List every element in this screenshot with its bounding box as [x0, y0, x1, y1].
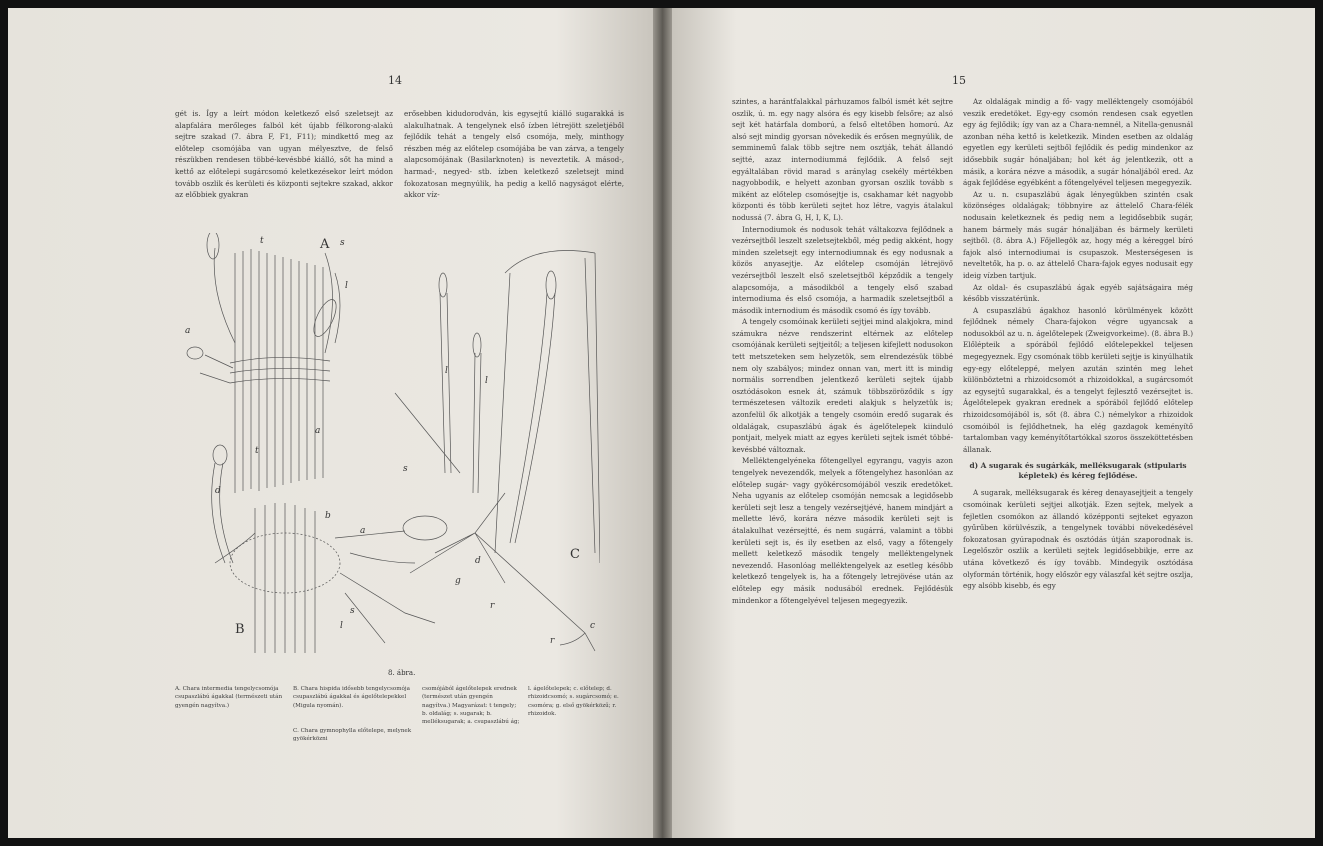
text-column-2	[963, 96, 1193, 592]
text-column-2	[404, 108, 624, 201]
svg-text:b: b	[325, 511, 331, 521]
book-gutter	[653, 8, 672, 838]
legend-part: l. ágelőtelepek; c. előtelep; d. rhizoidcsomó; s. sugárcsomó; e. csomóra; g. első gyökérközű; r. rhizoidok.	[528, 686, 619, 717]
paragraph: A sugarak, melléksugarak és kéreg denayasejtjeit a tengely csomóinak kerületi sejtjei alkotják. Ezen sejtek, melyek a fejletlen csomókon az állandó középponti sejteket egyazon gyűrűben körülvészik, a tengelynek további növekedésével fokozatosan gyúrapodnak és osztódás útján szaporodnak is. Legelőször oszlik a kerületi sejtek legidősebbikje, erre az utána következő és így tovább. Mindegyik osztódása olyformán történik, hogy először egy válaszfal két sejtre oszlja, egy alsóbb kisebb, és egy	[963, 488, 1193, 591]
legend-part: A. Chara intermedia tengelycsomója csupaszlábú ágakkal (természeti után gyengén nagyítva.)	[175, 686, 283, 709]
legend-part: csomójából ágelőtelepek erednek (természet után gyengén nagyítva.) Magyarázat: t tengely; b. oldalág; s. sugarak; b. melléksugarak; a. csupaszlábú ág;	[422, 686, 520, 726]
svg-text:s: s	[403, 464, 408, 474]
svg-text:a: a	[185, 326, 191, 336]
svg-text:t: t	[260, 236, 264, 246]
page-number: 15	[952, 74, 966, 87]
text-column-1	[175, 108, 393, 201]
paragraph: Az oldalágak mindig a fő- vagy melléktengely csomójából veszik eredetöket. Egy-egy csomón rendesen csak egyetlen egy ág fejlődik; így van az a Chara-nemnél, a Nitella-genusnál azonban néha kettő is keletkezik. Minden esetben az oldalág egyetlen egy kerületi sejtből fejlődik és pedig mindenkor az idősebbik sugár hónaljában; hol két ág jelentkezik, ott a másik, a korára nézve a második, a sugár hónaljából ered. Az ágak fejlődése egyébként a főtengelyével teljesen megegyezik.	[963, 97, 1193, 188]
left-page	[8, 8, 653, 838]
svg-text:d: d	[475, 556, 481, 566]
svg-text:a: a	[360, 526, 366, 536]
svg-text:l: l	[485, 376, 488, 386]
paragraph: A tengely csomóinak kerületi sejtjei mind alakjokra, mind számukra nézve rendszerint eltérnek az előtelep csomójának kerületi sejtjeitől; a teljesen kifejlett nodusokon tett metszeteken sem helyzetök, sem elrendezésük többé nem oly szabályos; mindez onnan van, mert itt is mindig normális sorrendben jelentkező kerületi sejtek újabb osztódásokon esnek át, számuk többszöröződik s így természetesen változik eredeti alakjuk s helyzetük is; azonfelül ők alkotják a tengely csomóin eredő sugarak és oldalágak, csupaszlábú ágak és ágelőtelepek kiinduló pontjait, melyek miatt az egyes kerületi sejtek ismét többé-kevésbbé változnak.	[732, 317, 953, 454]
paragraph: Melléktengelyéneka főtengellyel egyrangu, vagyis azon tengelyek nevezendők, melyek a főtengelyhez hasonlóan az előtelep sugár- vagy gyökércsomójából veszik eredetöket. Neha ugyanis az előtelep csomóján nemcsak a legidősebb kerületi sejt lesz a tengely vezérsejtjévé, hanem mindjárt a mellette lévő, korára nézve második kerületi sejt is átalakulhat vezérsejtté, és nem sugárrá, valamint a többi kerületi sejt is, és ily esetben az első, vagy a főtengely mellett keletkező második tengely melléktengelynek nevezendő. Hasonlóag melléktengelyek az esetleg később keletkező tengelyek is, ha a főtengely letrejövése után az előtelep egy másik nodusából erednek. Fejlődésük mindenkor a főtengelyével teljesen megegyezik.	[732, 456, 953, 605]
svg-text:l: l	[445, 366, 448, 376]
text-column-1	[732, 96, 953, 606]
svg-text:r: r	[550, 636, 555, 646]
paragraph: gét is. Így a leírt módon keletkező első szeletsejt az alapfalára merőleges falból két újabb félkorong-alakú sejtre szakad (7. ábra F, F1, F11); mindkettő meg az előtelep csomójába van ugyan mélyesztve, de felső részükben rendesen többé-kevésbbé kiálló, sőt ha mind a kettő az előtelepi sugárcsomó keletkezésekor leírt módon tovább oszlik és kerületi és központi sejtekre szakad, akkor az előbbiek gyakran	[175, 109, 393, 200]
svg-text:s: s	[340, 238, 345, 248]
svg-text:s: s	[350, 606, 355, 616]
svg-text:c: c	[590, 621, 596, 631]
svg-text:d: d	[215, 486, 221, 496]
figure-caption: 8. ábra.	[388, 669, 416, 677]
paragraph: Internodiumok és nodusok tehát váltakozva fejlődnek a vezérsejtből leszelt szeletsejtekből, még pedig akként, hogy minden szeletsejt egy internodiumnak és egy nodusnak a közös anyasejtje. Az előtelep csomóján létrejövő vezérsejtből leszelt első szeletsejtből képződik a tengely alapcsomója, a másodikból a tengely első szabad internodiuma és első csomója, a harmadik szeletsejtből a második internodium és második csomó és így tovább.	[732, 224, 953, 315]
svg-text:A: A	[320, 237, 330, 252]
legend-part: C. Chara gymnophylla előtelepe, melynek gyökérközni	[293, 728, 412, 743]
section-heading: d) A sugarak és sugárkák, melléksugarak (stipularis képletek) és kéreg fejlődése.	[969, 461, 1187, 481]
paragraph: A csupaszlábú ágakhoz hasonló körülmények között fejlődnek némely Chara-fajokon végre ugyancsak a nodusokból az u. n. ágelőtelepek (Zweigvorkeime). (8. ábra B.) Előlépteik a spórából fejlődő előtelepekkel teljesen megegyeznek. Egy csomónak több kerületi sejtje is kinyúlhatik egy-egy előteleppé, melyen azután szintén meg lehet különböztetni a rhizoidcsomót a rhizoidokkal, a sugárcsomót az egysejtű sugarakkal, és a tengelyt fejlesztő vezérsejtet is. Ágelőtelepek gyakran erednek a spórából fejlődő előtelep rhizoidcsomójából is, sőt (8. ábra C.) némelykor a rhizoidok csomóiból is fejlődhetnek, ha elég gazdagok keményítő tartalomban vagy keményítőtartókkal szoros összeköttetésben állanak.	[963, 305, 1193, 454]
paragraph: Az u. n. csupaszlábú ágak lényegükben szintén csak közönséges oldalágak; többnyire az áttelelő Chara-félék nodusain keletkeznek és pedig nem a legidősebbik sugár, hanem bármely más sugár hónaljában és bármely kerületi sejtből. (8. ábra A.) Főjellegök az, hogy még a kéreggel bíró fajok alsó internodiumai is csupaszok. Mesterségesen is neveltetők, ha p. o. az áttelelő Chara-fajok egyes nodusait egy ideig vízben tartjuk.	[963, 189, 1193, 280]
paragraph: szintes, a harántfalakkal párhuzamos falból ismét két sejtre oszlik, ú. m. egy nagy alsóra és egy kisebb felsőre; az alsó sejt két határfala domború, a felső eltetőben homorú. Az alsó sejt mindig gyorsan növekedik és erősen megnyúlik, de semminemű falak több sejtre nem osztják, tehát állandó sejtté, azaz internodiummá fejlődik. A felső sejt egyáltalában rövid marad s aránylag csekély mértékben nagyobbodik, e helyett azonban gyorsan oszlik tovább s miként az előtelep csomósejtje is, csakhamar két nagyobb központi és több kerületi sejtet hoz létre, vagyis átalakul nodussá (7. ábra G, H, I, K, L).	[732, 97, 953, 222]
legend-part: B. Chara hispida idősebb tengelycsomója csupaszlábú ágakkal és ágelőtelepekkel (Migula nyomán).	[293, 686, 410, 709]
svg-text:t: t	[255, 446, 259, 456]
paragraph: erősebben kidudorodván, kis egysejtű kiálló sugarakká is alakulhatnak. A tengelynek első ízben létrejött szeletjéből fejlődik tehát a tengely első csomója, mely, minthogy részben még az előtelep csomójába be van zárva, a tengely alapcsomójának (Basilarknoten) is neveztetik. A másod-, harmad-, negyed- stb. ízben keletkező szeletsejt mind fokozatosan megnyúlik, ha pedig a kellő nagyságot elérte, akkor víz-	[404, 109, 624, 200]
svg-text:C: C	[570, 547, 580, 562]
svg-text:l: l	[345, 281, 348, 291]
page-number: 14	[388, 74, 402, 87]
svg-text:l: l	[340, 621, 343, 631]
right-page	[672, 8, 1315, 838]
svg-text:g: g	[455, 576, 461, 586]
paragraph: Az oldal- és csupaszlábú ágak egyéb sajátságaira még később visszatérünk.	[963, 282, 1193, 304]
svg-text:B: B	[235, 622, 245, 637]
svg-text:r: r	[490, 601, 495, 611]
botanical-figure	[175, 233, 600, 663]
svg-text:a: a	[315, 426, 321, 436]
